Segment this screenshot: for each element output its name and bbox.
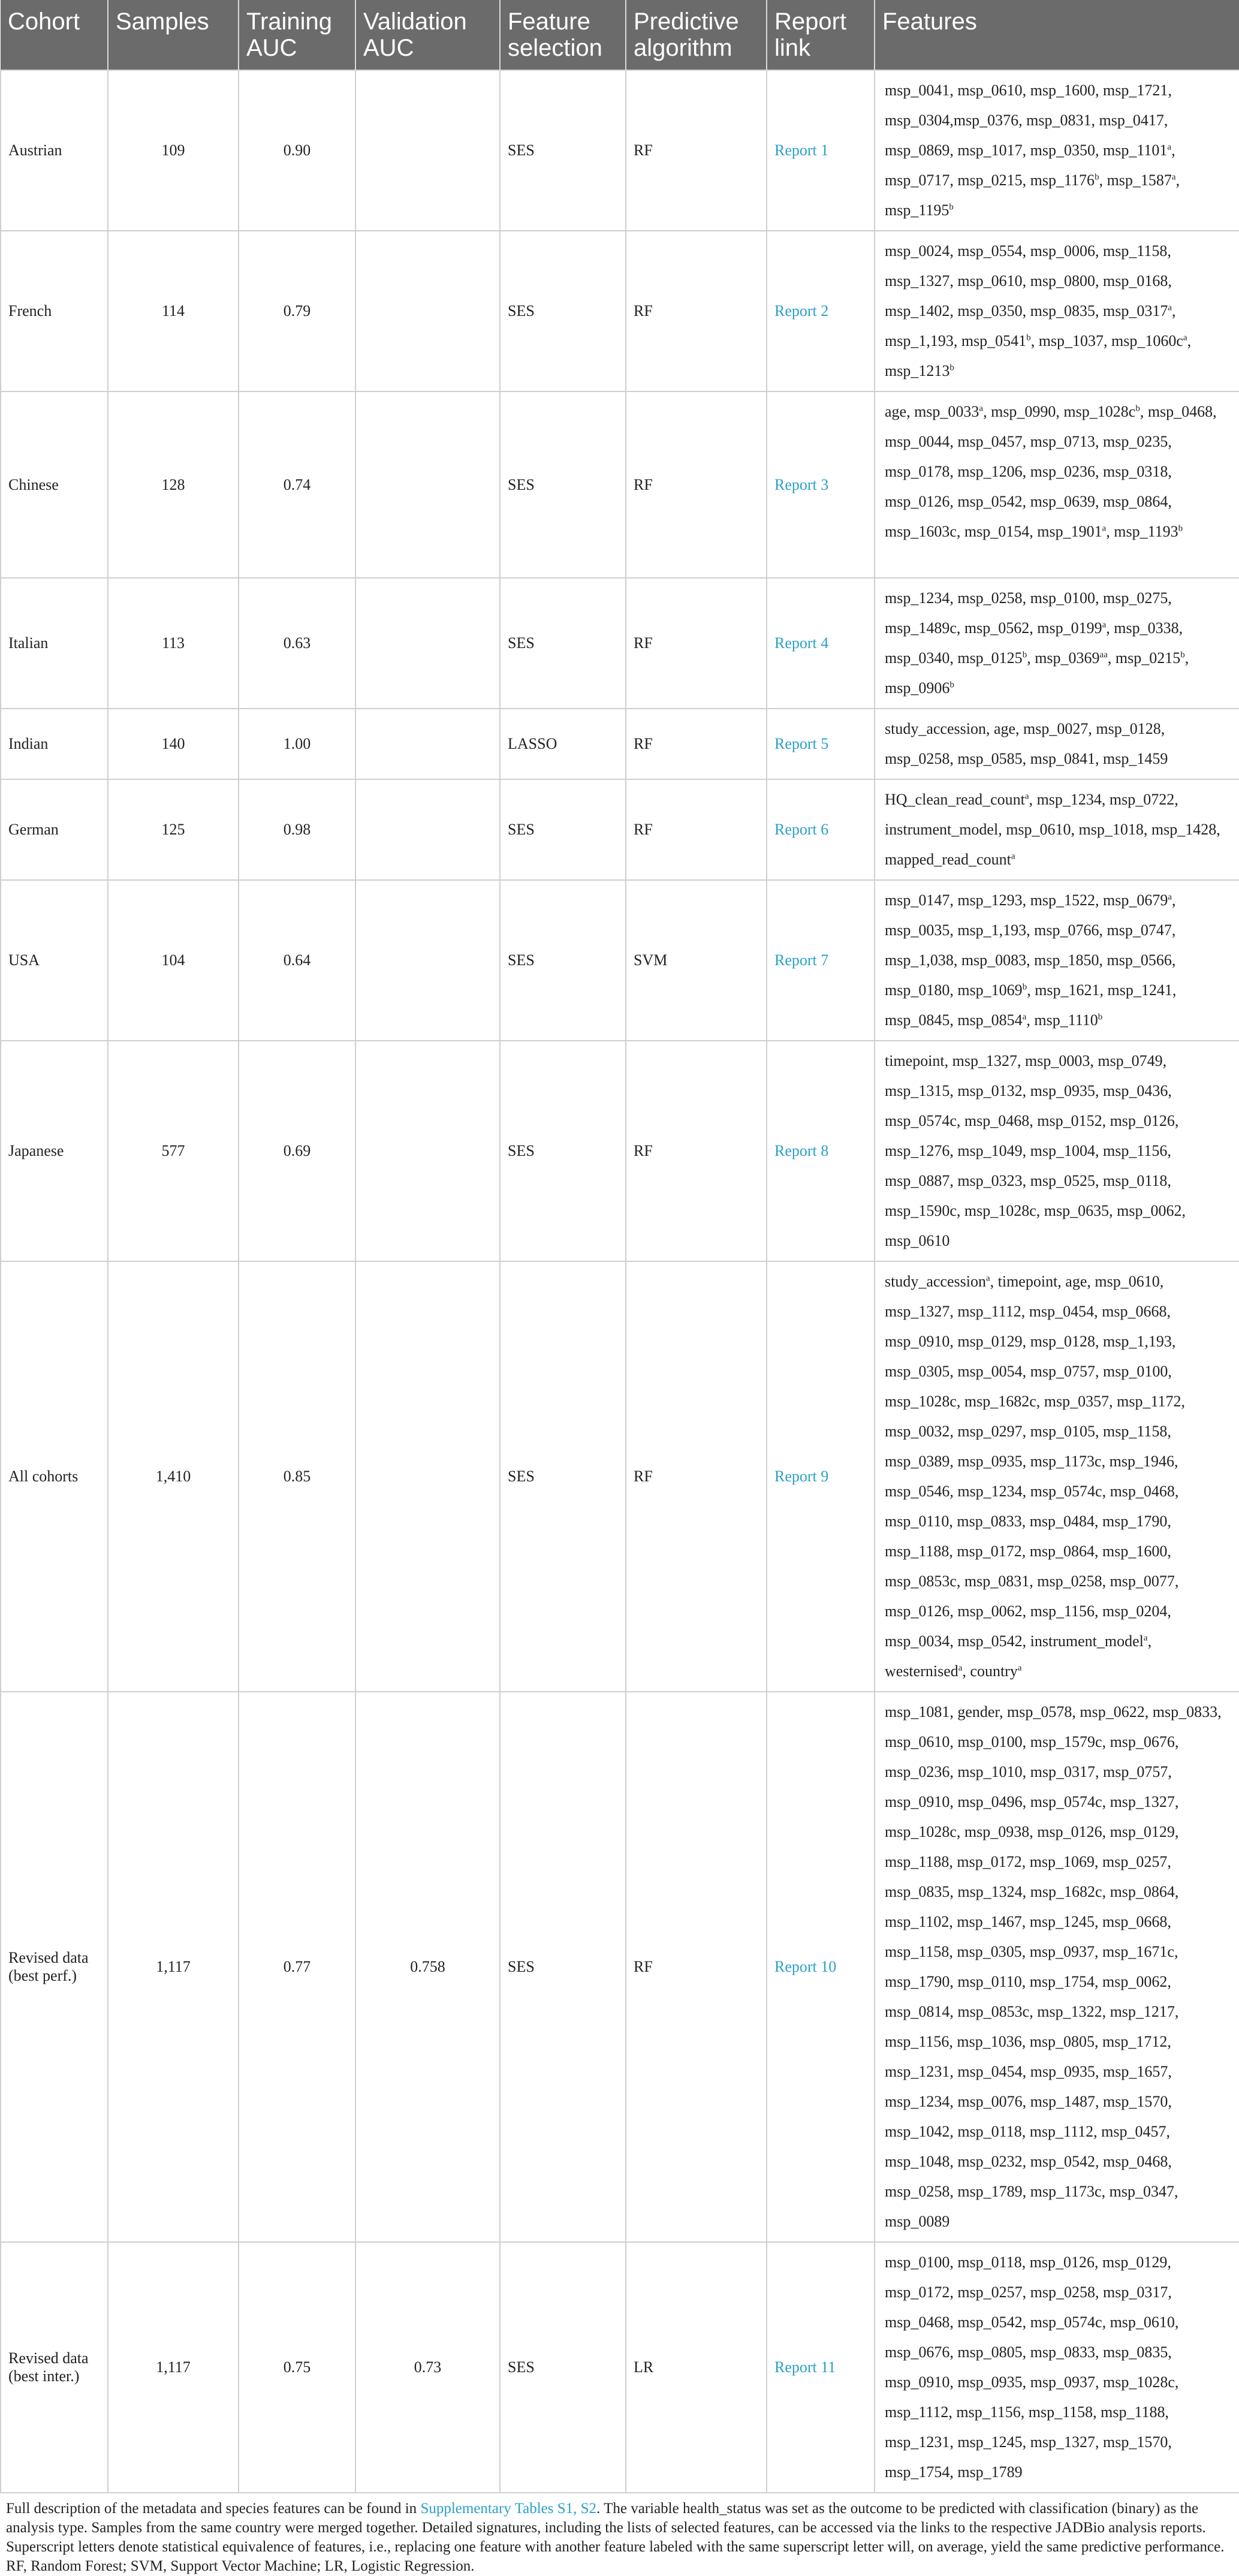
samples-cell: 1,117: [108, 1692, 239, 2242]
training-auc-cell: 0.69: [239, 1041, 355, 1261]
cohort-cell: French: [1, 231, 108, 391]
feature-selection-cell: SES: [500, 70, 626, 231]
equivalence-superscript: a: [1017, 1663, 1022, 1673]
header-features: Features: [875, 0, 1239, 70]
cohort-cell: Japanese: [1, 1041, 108, 1261]
table-row: [1, 880, 1239, 1041]
table-row: [1, 1692, 1239, 2242]
feature-text: , timepoint, age, msp_0610, msp_1327, msp_1112, msp_0454, msp_0668, msp_0910, msp_0129, msp_0128, msp_1,193, msp_0305, msp_0054, msp_0757, msp_0100, msp_1028c, msp_1682c, msp_0357, msp_1172, msp_0032, msp_0297, msp_0105, msp_1158, msp_0389, msp_0935, msp_1173c, msp_1946, msp_0546, msp_1234, msp_0574c, msp_0468, msp_0110, msp_0833, msp_0484, msp_1790, msp_1188, msp_0172, msp_0864, msp_1600, msp_0853c, msp_0831, msp_0258, msp_0077, msp_0126, msp_0062, msp_1156, msp_0204, msp_0034, msp_0542, instrument_model: [885, 1273, 1185, 1650]
feature-text: , msp_0338, msp_0340, msp_0125: [885, 619, 1183, 667]
validation-auc-cell: [355, 880, 500, 1041]
equivalence-superscript: aa: [1099, 650, 1108, 660]
report-link[interactable]: Report 5: [767, 709, 875, 779]
feature-text: study_accession, age, msp_0027, msp_0128, msp_0258, msp_0585, msp_0841, msp_1459: [885, 720, 1168, 767]
features-cell: [875, 709, 1239, 779]
table-row: [1, 231, 1239, 391]
feature-selection-cell: SES: [500, 1041, 626, 1261]
feature-selection-cell: SES: [500, 578, 626, 709]
table-row: [1, 2242, 1239, 2493]
feature-selection-cell: SES: [500, 1692, 626, 2242]
feature-selection-cell: SES: [500, 880, 626, 1041]
feature-text: , msp_0035, msp_1,193, msp_0766, msp_0747, msp_1,038, msp_0083, msp_1850, msp_0566, msp_0180, msp_1069: [885, 891, 1176, 999]
feature-selection-cell: SES: [500, 391, 626, 578]
table-body: [1, 70, 1239, 2493]
training-auc-cell: 0.75: [239, 2242, 355, 2493]
feature-text: msp_0147, msp_1293, msp_1522, msp_0679: [885, 891, 1168, 909]
table-row: [1, 70, 1239, 231]
footnote-text-start: Full description of the metadata and species features can be found in: [6, 2500, 421, 2517]
report-link[interactable]: Report 9: [767, 1261, 875, 1692]
equivalence-superscript: b: [1135, 403, 1140, 414]
equivalence-superscript: a: [1011, 851, 1015, 861]
training-auc-cell: 0.74: [239, 391, 355, 578]
validation-auc-cell: 0.758: [355, 1692, 500, 2242]
header-feature-selection: Feature selection: [500, 0, 626, 70]
feature-text: , msp_0990, msp_1028c: [983, 403, 1136, 420]
feature-text: , msp_1195: [885, 171, 1180, 219]
algorithm-cell: LR: [626, 2242, 767, 2493]
training-auc-cell: 0.98: [239, 779, 355, 880]
table-row: [1, 709, 1239, 779]
header-training-auc: Training AUC: [239, 0, 355, 70]
report-link[interactable]: Report 8: [767, 1041, 875, 1261]
feature-text: age, msp_0033: [885, 403, 979, 420]
cohort-cell: Chinese: [1, 391, 108, 578]
algorithm-cell: RF: [626, 779, 767, 880]
feature-text: msp_0100, msp_0118, msp_0126, msp_0129, msp_0172, msp_0257, msp_0258, msp_0317, msp_0468, msp_0542, msp_0574c, msp_0610, msp_0676, msp_0805, msp_0833, msp_0835, msp_0910, msp_0935, msp_0937, msp_1028c, msp_1112, msp_1156, msp_1158, msp_1188, msp_1231, msp_1245, msp_1327, msp_1570, msp_1754, msp_1789: [885, 2253, 1179, 2481]
equivalence-superscript: a: [1168, 892, 1172, 902]
algorithm-cell: SVM: [626, 880, 767, 1041]
equivalence-superscript: a: [1024, 791, 1029, 802]
equivalence-superscript: b: [949, 363, 954, 373]
feature-selection-cell: SES: [500, 1261, 626, 1692]
equivalence-superscript: a: [1167, 142, 1172, 152]
training-auc-cell: 0.85: [239, 1261, 355, 1692]
equivalence-superscript: a: [1171, 172, 1176, 182]
header-predictive-algorithm: Predictive algorithm: [626, 0, 767, 70]
feature-selection-cell: SES: [500, 231, 626, 391]
report-link[interactable]: Report 11: [767, 2242, 875, 2493]
features-cell: [875, 70, 1239, 231]
validation-auc-cell: [355, 231, 500, 391]
header-cohort: Cohort: [1, 0, 108, 70]
algorithm-cell: RF: [626, 70, 767, 231]
report-link[interactable]: Report 3: [767, 391, 875, 578]
report-link[interactable]: Report 4: [767, 578, 875, 709]
feature-text: , msp_1621, msp_1241, msp_0845, msp_0854: [885, 981, 1177, 1029]
equivalence-superscript: b: [1026, 333, 1031, 343]
features-cell: [875, 779, 1239, 880]
equivalence-superscript: a: [1168, 303, 1172, 313]
feature-text: , msp_0468, msp_0044, msp_0457, msp_0713, msp_0235, msp_0178, msp_1206, msp_0236, msp_0318, msp_0126, msp_0542, msp_0639, msp_0864, msp_1603c, msp_0154, msp_1901: [885, 403, 1217, 540]
equivalence-superscript: a: [1183, 333, 1187, 343]
samples-cell: 577: [108, 1041, 239, 1261]
feature-text: , msp_1234, msp_0722, instrument_model, msp_0610, msp_1018, msp_1428, mapped_read_count: [885, 791, 1220, 868]
table-row: [1, 1261, 1239, 1692]
feature-text: study_accession: [885, 1273, 986, 1290]
equivalence-superscript: a: [1022, 1012, 1027, 1022]
cohort-cell: All cohorts: [1, 1261, 108, 1692]
equivalence-superscript: a: [1102, 620, 1107, 630]
training-auc-cell: 1.00: [239, 709, 355, 779]
feature-text: , msp_0215: [1107, 649, 1181, 667]
samples-cell: 125: [108, 779, 239, 880]
features-cell: [875, 1041, 1239, 1261]
header-row: [1, 0, 1239, 70]
features-cell: [875, 391, 1239, 578]
equivalence-superscript: a: [1143, 1633, 1148, 1643]
equivalence-superscript: a: [958, 1663, 963, 1673]
feature-text: , westernised: [885, 1632, 1152, 1680]
footnote-text-end: . The variable health_status was set as the outcome to be predicted with classification (binary) as the analysis type. Samples from the same country were merged together. Detailed signatures, including the lists of selected features, can be accessed via the links to the respective JADBio analysis reports. Superscript letters denote statistical equivalence of features, i.e., replacing one feature with another feature labeled with the same superscript letter will, on average, yield the same predictive performance. RF, Random Forest; SVM, Support Vector Machine; LR, Logistic Regression.: [6, 2500, 1225, 2574]
training-auc-cell: 0.77: [239, 1692, 355, 2242]
equivalence-superscript: b: [1095, 172, 1099, 182]
equivalence-superscript: a: [979, 403, 984, 414]
feature-selection-cell: LASSO: [500, 709, 626, 779]
features-cell: [875, 231, 1239, 391]
report-link[interactable]: Report 10: [767, 1692, 875, 2242]
algorithm-cell: RF: [626, 391, 767, 578]
report-link[interactable]: Report 6: [767, 779, 875, 880]
equivalence-superscript: a: [1102, 523, 1107, 534]
training-auc-cell: 0.90: [239, 70, 355, 231]
feature-text: , msp_1213: [885, 332, 1192, 379]
cohort-cell: Revised data (best inter.): [1, 2242, 108, 2493]
algorithm-cell: RF: [626, 231, 767, 391]
feature-text: , msp_1193: [1106, 523, 1178, 540]
samples-cell: 104: [108, 880, 239, 1041]
report-link[interactable]: Report 1: [767, 70, 875, 231]
validation-auc-cell: [355, 1041, 500, 1261]
feature-text: msp_0041, msp_0610, msp_1600, msp_1721, msp_0304,msp_0376, msp_0831, msp_0417, msp_0869, msp_1017, msp_0350, msp_1101: [885, 82, 1172, 159]
cohort-cell: Austrian: [1, 70, 108, 231]
training-auc-cell: 0.63: [239, 578, 355, 709]
validation-auc-cell: [355, 709, 500, 779]
table-footnote: [0, 2493, 1239, 2576]
cohort-cell: Revised data (best perf.): [1, 1692, 108, 2242]
samples-cell: 128: [108, 391, 239, 578]
feature-text: , msp_1,193, msp_0541: [885, 302, 1176, 350]
algorithm-cell: RF: [626, 1261, 767, 1692]
feature-text: HQ_clean_read_count: [885, 791, 1025, 808]
feature-selection-cell: SES: [500, 2242, 626, 2493]
table-row: [1, 779, 1239, 880]
feature-text: msp_0024, msp_0554, msp_0006, msp_1158, msp_1327, msp_0610, msp_0800, msp_0168, msp_1402, msp_0350, msp_0835, msp_0317: [885, 242, 1172, 320]
equivalence-superscript: b: [1098, 1012, 1103, 1022]
table-row: [1, 391, 1239, 578]
feature-text: , country: [962, 1662, 1018, 1680]
features-cell: [875, 1692, 1239, 2242]
feature-text: , msp_1110: [1026, 1011, 1098, 1029]
features-cell: [875, 578, 1239, 709]
feature-text: timepoint, msp_1327, msp_0003, msp_0749, msp_1315, msp_0132, msp_0935, msp_0436, msp_0574c, msp_0468, msp_0152, msp_0126, msp_1276, msp_1049, msp_1004, msp_1156, msp_0887, msp_0323, msp_0525, msp_0118, msp_1590c, msp_1028c, msp_0635, msp_0062, msp_0610: [885, 1052, 1186, 1249]
cohort-cell: USA: [1, 880, 108, 1041]
header-validation-auc: Validation AUC: [355, 0, 500, 70]
equivalence-superscript: b: [1022, 982, 1027, 992]
table-row: [1, 1041, 1239, 1261]
equivalence-superscript: b: [1180, 650, 1185, 660]
samples-cell: 114: [108, 231, 239, 391]
feature-text: msp_1234, msp_0258, msp_0100, msp_0275, msp_1489c, msp_0562, msp_0199: [885, 589, 1172, 637]
samples-cell: 1,410: [108, 1261, 239, 1692]
equivalence-superscript: b: [949, 680, 954, 690]
cohort-cell: German: [1, 779, 108, 880]
header-report-link: Report link: [767, 0, 875, 70]
validation-auc-cell: [355, 70, 500, 231]
equivalence-superscript: b: [1178, 523, 1183, 534]
header-samples: Samples: [108, 0, 239, 70]
training-auc-cell: 0.64: [239, 880, 355, 1041]
report-link[interactable]: Report 2: [767, 231, 875, 391]
algorithm-cell: RF: [626, 578, 767, 709]
equivalence-superscript: b: [949, 202, 954, 212]
algorithm-cell: RF: [626, 1041, 767, 1261]
features-cell: [875, 880, 1239, 1041]
equivalence-superscript: b: [1022, 650, 1027, 660]
feature-text: , msp_0369: [1027, 649, 1100, 667]
training-auc-cell: 0.79: [239, 231, 355, 391]
supplementary-tables-link[interactable]: Supplementary Tables S1, S2: [420, 2500, 597, 2517]
algorithm-cell: RF: [626, 709, 767, 779]
samples-cell: 140: [108, 709, 239, 779]
report-link[interactable]: Report 7: [767, 880, 875, 1041]
feature-text: , msp_0906: [885, 649, 1189, 697]
feature-text: , msp_0717, msp_0215, msp_1176: [885, 141, 1175, 189]
samples-cell: 109: [108, 70, 239, 231]
cohort-cell: Indian: [1, 709, 108, 779]
validation-auc-cell: [355, 578, 500, 709]
samples-cell: 113: [108, 578, 239, 709]
validation-auc-cell: [355, 1261, 500, 1692]
validation-auc-cell: [355, 391, 500, 578]
feature-selection-cell: SES: [500, 779, 626, 880]
validation-auc-cell: [355, 779, 500, 880]
feature-text: , msp_1037, msp_1060c: [1030, 332, 1183, 350]
validation-auc-cell: 0.73: [355, 2242, 500, 2493]
table-row: [1, 578, 1239, 709]
cohort-cell: Italian: [1, 578, 108, 709]
features-cell: [875, 1261, 1239, 1692]
equivalence-superscript: a: [985, 1273, 990, 1284]
feature-text: , msp_1587: [1099, 171, 1172, 189]
algorithm-cell: RF: [626, 1692, 767, 2242]
features-cell: [875, 2242, 1239, 2493]
feature-text: msp_1081, gender, msp_0578, msp_0622, msp_0833, msp_0610, msp_0100, msp_1579c, msp_0676, msp_0236, msp_1010, msp_0317, msp_0757, msp_0910, msp_0496, msp_0574c, msp_1327, msp_1028c, msp_0938, msp_0126, msp_0129, msp_1188, msp_0172, msp_1069, msp_0257, msp_0835, msp_1324, msp_1682c, msp_0864, msp_1102, msp_1467, msp_1245, msp_0668, msp_1158, msp_0305, msp_0937, msp_1671c, msp_1790, msp_0110, msp_1754, msp_0062, msp_0814, msp_0853c, msp_1322, msp_1217, msp_1156, msp_1036, msp_0805, msp_1712, msp_1231, msp_0454, msp_0935, msp_1657, msp_1234, msp_0076, msp_1487, msp_1570, msp_1042, msp_0118, msp_1112, msp_0457, msp_1048, msp_0232, msp_0542, msp_0468, msp_0258, msp_1789, msp_1173c, msp_0347, msp_0089: [885, 1703, 1222, 2230]
samples-cell: 1,117: [108, 2242, 239, 2493]
